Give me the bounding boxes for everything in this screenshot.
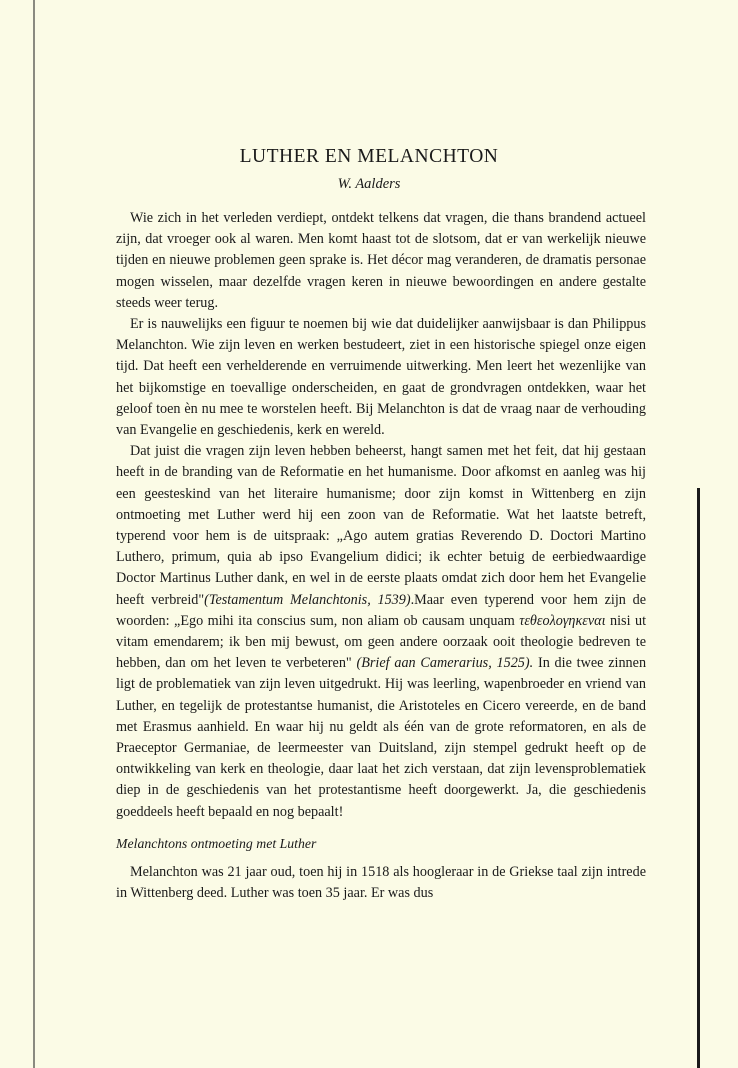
paragraph-3-text-a: Dat juist die vragen zijn leven hebben beheerst, hangt samen met het feit, dat hij gestaan heeft in de branding van de Reformatie en het humanisme. Door afkomst en aanleg was hij een geesteskind van het literaire humanisme; door zijn komst in Wittenberg en zijn ontmoeting met Luther werd hij een zoon van de Reformatie. Wat het laatste betreft, typerend voor hem is de uitspraak: „Ago autem gratias Reverendo D. Doctori Martino Luthero, primum, quia ab ipso Evangelium didici; ik echter betuig de eerbiedwaardige Doctor Martinus Luther dank, en wel in de eerste plaats omdat zich door hem het Evangelie heeft verbreid" (116, 443, 646, 608)
section-heading: Melanchtons ontmoeting met Luther (116, 835, 317, 851)
paragraph-1: Wie zich in het verleden verdiept, ontdekt telkens dat vragen, die thans brandend actueel zijn, dat vroeger ook al waren. Men komt haast tot de slotsom, dat er van werkelijk nieuwe tijden en nieuwe problemen geen sprake is. Het décor mag veranderen, de dramatis personae mogen wisselen, maar dezelfde vragen keren in nieuwe bewoordingen en andere gestalte steeds weer terug. (116, 210, 646, 311)
article-body (116, 208, 646, 905)
citation-testamentum: (Testamentum Melanchtonis, 1539) (204, 591, 411, 608)
paragraph-3-text-c: .Maar even typerend voor hem zijn de woorden: „Ego mihi ita conscius sum, non aliam ob causam unquam (116, 591, 646, 629)
right-edge-rule (697, 488, 700, 1068)
article-author: W. Aalders (337, 176, 401, 192)
paragraph-2: Er is nauwelijks een figuur te noemen bij wie dat duidelijker aanwijsbaar is dan Philippus Melanchton. Wie zijn leven en werken bestudeert, ziet in een historische spiegel onze eigen tijd. Dat heeft een verhelderende en verruimende uitwerking. Men leert het wezenlijke van het bijkomstige en toevallige onderscheiden, en gaat de grondvragen ontdekken, waar het geloof toen èn nu mee te worstelen heeft. Bij Melanchton is dat de vraag naar de verhouding van Evangelie en geschiedenis, kerk en wereld. (116, 316, 646, 439)
citation-camerarius: (Brief aan Camerarius, 1525). (356, 655, 534, 672)
greek-word: τεθεολογηκεναι (519, 612, 606, 629)
paragraph-3 (116, 441, 646, 823)
paragraph-3-text-e: nisi ut vitam emendarem; ik ben mij bewust, om geen andere oorzaak ooit theologie bedreven te hebben, dan om het leven te verbeteren" (116, 612, 647, 672)
paragraph-3-text-g: In die twee zinnen ligt de problematiek van zijn leven uitgedrukt. Hij was leerling, wapenbroeder en vriend van Luther, en tegelijk de protestantse humanist, die Aristoteles en Cicero vereerde, en de band met Erasmus aanhield. En waar hij nu geldt als één van de grote reformatoren, en als de Praeceptor Germaniae, de leermeester van Duitsland, zijn stempel gedrukt heeft op de ontwikkeling van kerk en theologie, daar laat het zich verstaan, dat zijn levensproblematiek diep in de geschiedenis van het protestantisme heeft doorgewerkt. Ja, die geschiedenis goeddeels heeft bepaald en nog bepaalt! (116, 655, 647, 820)
article-title: LUTHER EN MELANCHTON (239, 146, 499, 167)
paragraph-4: Melanchton was 21 jaar oud, toen hij in 1518 als hoogleraar in de Griekse taal zijn intrede in Wittenberg deed. Luther was toen 35 jaar. Er was dus (116, 864, 646, 902)
